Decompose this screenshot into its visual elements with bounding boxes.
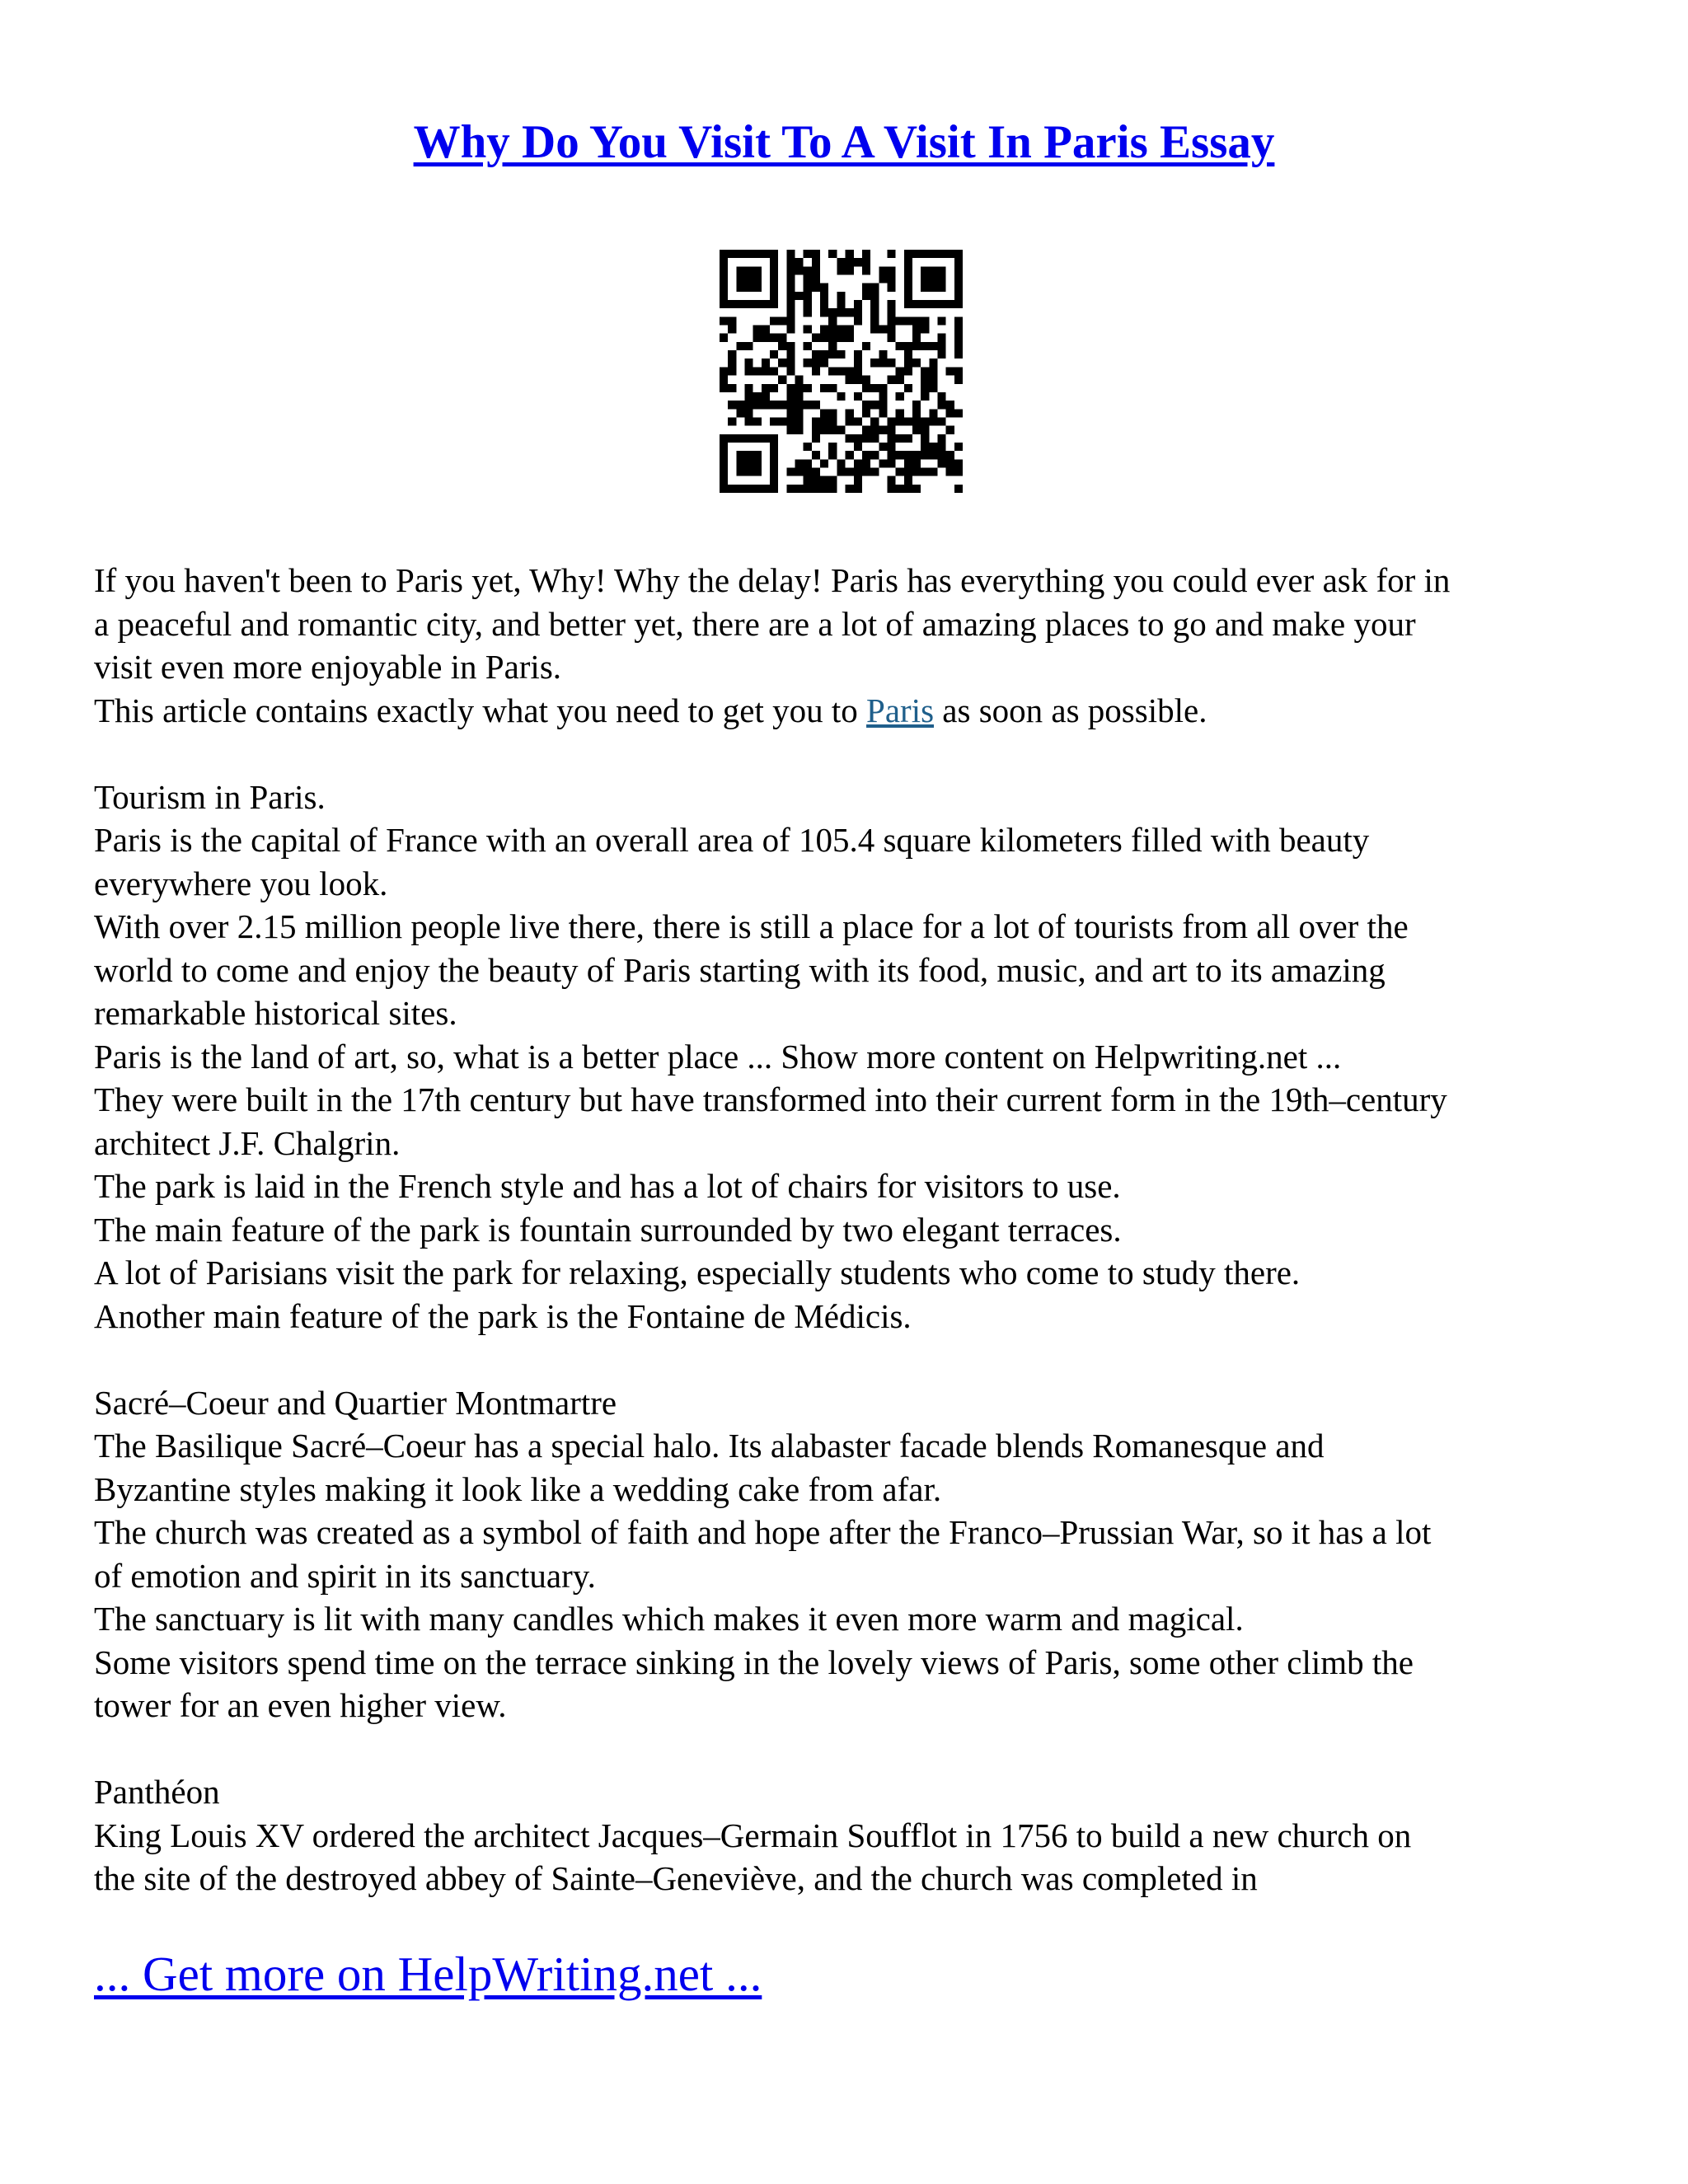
paragraph-line: They were built in the 17th century but have transformed into their current form in the 19th–century [94,1080,1447,1118]
paragraph-line: architect J.F. Chalgrin. [94,1123,401,1162]
paragraph-gap [94,732,1602,776]
paragraph-line: The sanctuary is lit with many candles which makes it even more warm and magical. [94,1600,1244,1638]
title-link[interactable]: Why Do You Visit To A Visit In Paris Essay [413,116,1275,168]
paragraph-line: the site of the destroyed abbey of Sainte–Geneviève, and the church was completed in [94,1859,1258,1897]
paragraph-line: The main feature of the park is fountain surrounded by two elegant terraces. [94,1210,1122,1249]
intro-line: If you haven't been to Paris yet, Why! Why the delay! Paris has everything you could ever ask for in [94,561,1451,599]
paragraph-line: Paris is the capital of France with an overall area of 105.4 square kilometers filled with beauty [94,821,1370,859]
paragraph-gap [94,1338,1602,1381]
paragraph-line: Another main feature of the park is the Fontaine de Médicis. [94,1296,912,1335]
paragraph-line: A lot of Parisians visit the park for relaxing, especially students who come to study there. [94,1254,1301,1291]
document-title [0,114,1688,171]
paragraph-line: Byzantine styles making it look like a wedding cake from afar. [94,1469,942,1508]
paragraph-line: of emotion and spirit in its sanctuary. [94,1556,596,1595]
paragraph-line: everywhere you look. [94,864,388,902]
paragraph-line: Some visitors spend time on the terrace sinking in the lovely views of Paris, some other climb the [94,1643,1414,1681]
article-body [94,559,1602,1900]
intro-text: as soon as possible. [934,691,1207,729]
paris-link[interactable]: Paris [866,691,935,729]
intro-line: a peaceful and romantic city, and better yet, there are a lot of amazing places to go and make your [94,604,1416,643]
get-more-section [94,1945,762,2003]
paragraph-line: With over 2.15 million people live there, there is still a place for a lot of tourists from all over the [94,907,1409,945]
paragraph-line: The church was created as a symbol of faith and hope after the Franco–Prussian War, so it has a lot [94,1513,1432,1551]
intro-line [94,689,1602,733]
paragraph-line: world to come and enjoy the beauty of Paris starting with its food, music, and art to its amazing [94,950,1386,989]
section-heading-tourism: Tourism in Paris. [94,777,326,816]
paragraph-line: The Basilique Sacré–Coeur has a special halo. Its alabaster facade blends Romanesque and [94,1427,1325,1465]
intro-line: visit even more enjoyable in Paris. [94,648,562,686]
get-more-link[interactable]: ... Get more on HelpWriting.net ... [94,1947,762,2001]
paragraph-line: remarkable historical sites. [94,994,457,1032]
paragraph-line: Paris is the land of art, so, what is a better place ... Show more content on Helpwriting.net ... [94,1037,1342,1076]
section-heading-sacre-coeur: Sacré–Coeur and Quartier Montmartre [94,1383,617,1422]
qr-code-image [720,250,963,493]
paragraph-line: King Louis XV ordered the architect Jacques–Germain Soufflot in 1756 to build a new church on [94,1816,1412,1854]
section-heading-pantheon: Panthéon [94,1773,220,1811]
paragraph-line: The park is laid in the French style and has a lot of chairs for visitors to use. [94,1167,1121,1205]
paragraph-line: tower for an even higher view. [94,1686,507,1724]
paragraph-gap [94,1727,1602,1771]
intro-text: This article contains exactly what you need to get you to [94,691,867,729]
